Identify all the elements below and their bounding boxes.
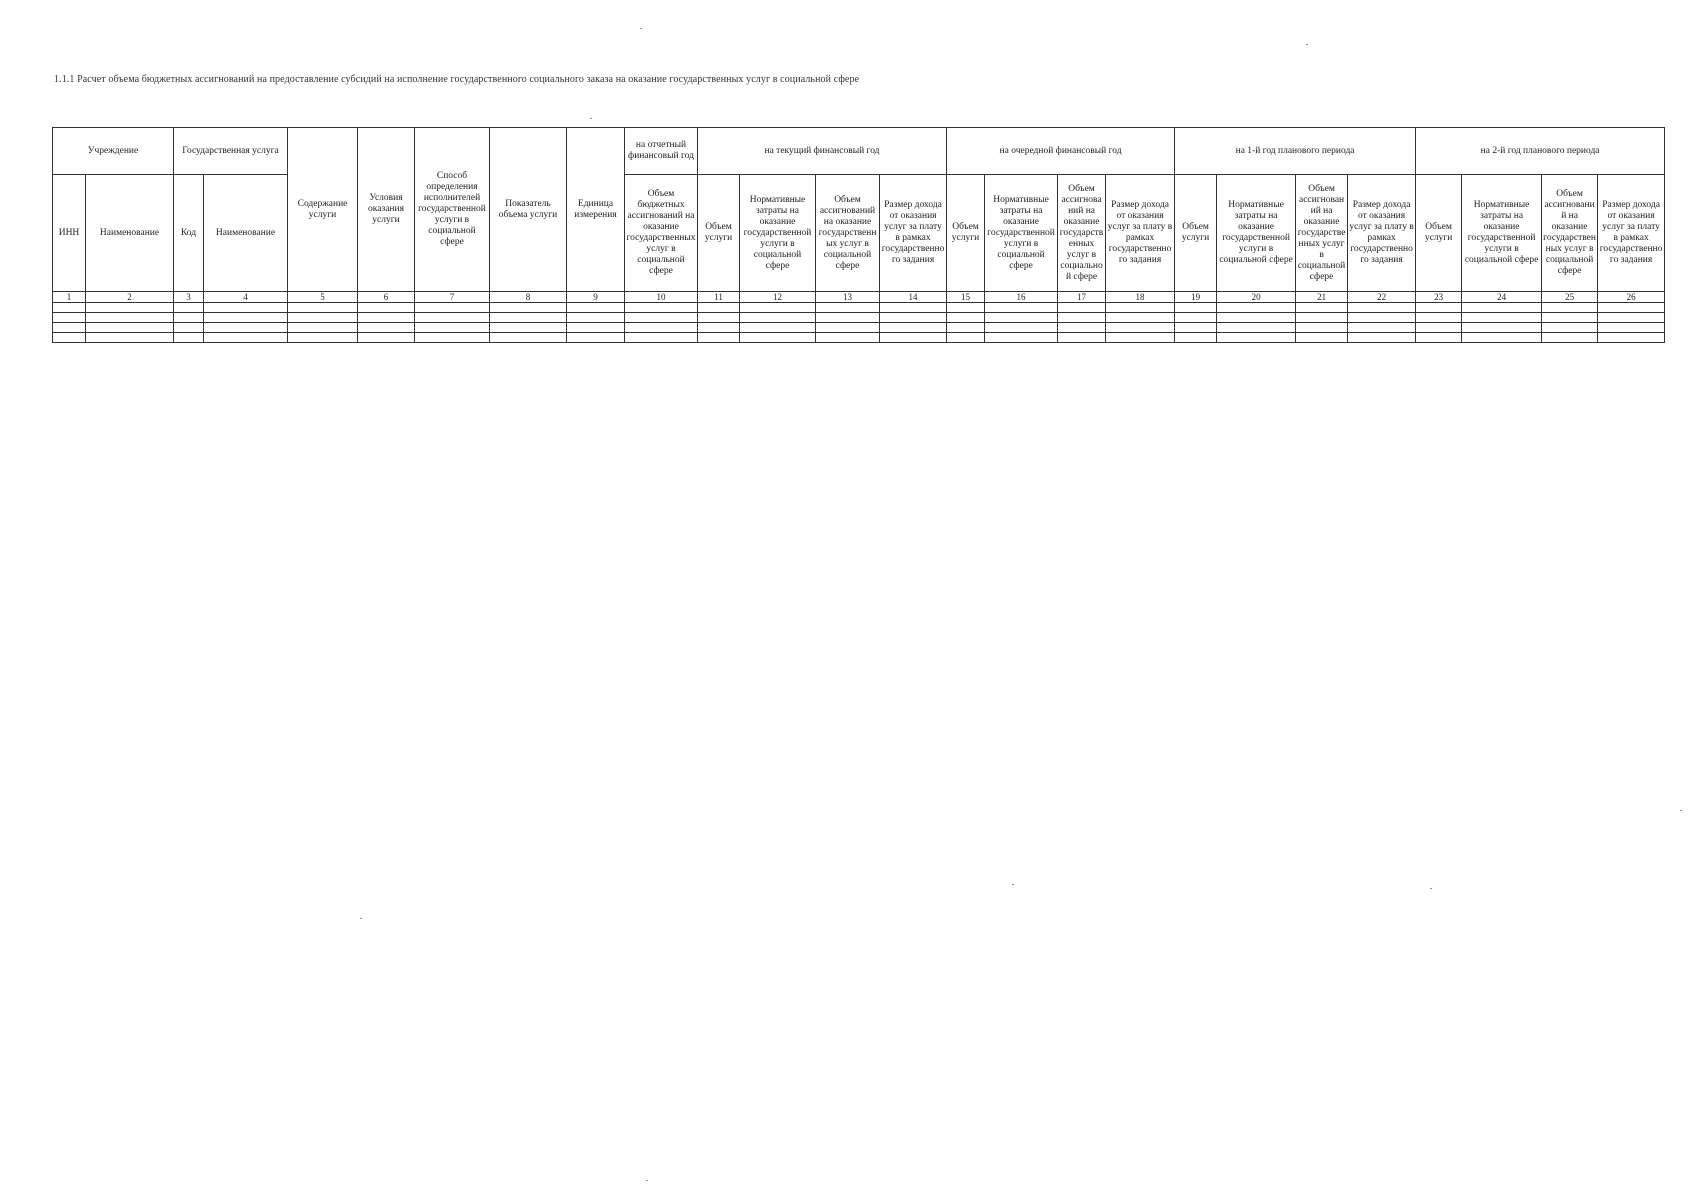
table-cell bbox=[698, 323, 740, 333]
header-conditions: Условия оказания услуги bbox=[358, 128, 415, 292]
column-number: 7 bbox=[415, 292, 490, 303]
header-fee-income: Размер дохода от оказания услуг за плату в рамках государственного задания bbox=[880, 175, 947, 292]
header-appropriations-volume: Объем ассигнований на оказание государственных услуг в социальной сфере bbox=[816, 175, 880, 292]
table-cell bbox=[1217, 313, 1296, 323]
table-cell bbox=[880, 313, 947, 323]
header-appropriations-volume: Объем ассигнований на оказание государственных услуг в социальной сфере bbox=[1542, 175, 1598, 292]
table-cell bbox=[1542, 313, 1598, 323]
header-normative-costs: Нормативные затраты на оказание государственной услуги в социальной сфере bbox=[1462, 175, 1542, 292]
header-row-groups bbox=[53, 128, 1665, 175]
table-cell bbox=[816, 323, 880, 333]
column-number: 4 bbox=[204, 292, 288, 303]
table-cell bbox=[1106, 323, 1175, 333]
table-cell bbox=[1542, 333, 1598, 343]
table-cell bbox=[86, 303, 174, 313]
table-cell bbox=[1106, 303, 1175, 313]
table-cell bbox=[86, 333, 174, 343]
column-number: 14 bbox=[880, 292, 947, 303]
table-row bbox=[53, 313, 1665, 323]
column-number: 15 bbox=[947, 292, 985, 303]
table-cell bbox=[415, 333, 490, 343]
header-plan-year-2: на 2-й год планового периода bbox=[1416, 128, 1665, 175]
table-cell bbox=[1348, 313, 1416, 323]
column-number: 23 bbox=[1416, 292, 1462, 303]
table-cell bbox=[1348, 303, 1416, 313]
table-cell bbox=[490, 333, 567, 343]
table-cell bbox=[625, 313, 698, 323]
header-reporting-year: на отчетный финансовый год bbox=[625, 128, 698, 175]
table-cell bbox=[1175, 303, 1217, 313]
table-row bbox=[53, 323, 1665, 333]
table-cell bbox=[1542, 303, 1598, 313]
table-cell bbox=[625, 323, 698, 333]
header-reporting-volume: Объем бюджетных ассигнований на оказание государственных услуг в социальной сфере bbox=[625, 175, 698, 292]
table-cell bbox=[1296, 313, 1348, 323]
column-number: 5 bbox=[288, 292, 358, 303]
table-cell bbox=[1058, 303, 1106, 313]
table-cell bbox=[53, 333, 86, 343]
header-appropriations-volume: Объем ассигнований на оказание государственных услуг в социальной сфере bbox=[1058, 175, 1106, 292]
table-cell bbox=[698, 313, 740, 323]
column-number: 8 bbox=[490, 292, 567, 303]
table-cell bbox=[1542, 323, 1598, 333]
table-cell bbox=[1058, 313, 1106, 323]
table-cell bbox=[288, 313, 358, 323]
table-cell bbox=[86, 323, 174, 333]
table-cell bbox=[358, 303, 415, 313]
table-cell bbox=[288, 333, 358, 343]
table-cell bbox=[1462, 323, 1542, 333]
table-cell bbox=[358, 313, 415, 323]
table-cell bbox=[204, 303, 288, 313]
header-current-year: на текущий финансовый год bbox=[698, 128, 947, 175]
table-cell bbox=[1462, 313, 1542, 323]
table-cell bbox=[567, 303, 625, 313]
table-cell bbox=[567, 333, 625, 343]
header-method: Способ определения исполнителей государственной услуги в социальной сфере bbox=[415, 128, 490, 292]
column-number: 2 bbox=[86, 292, 174, 303]
table-cell bbox=[1416, 323, 1462, 333]
column-number: 17 bbox=[1058, 292, 1106, 303]
table-cell bbox=[1598, 323, 1665, 333]
header-unit: Единица измерения bbox=[567, 128, 625, 292]
table-cell bbox=[1058, 323, 1106, 333]
table-cell bbox=[880, 333, 947, 343]
document-title: 1.1.1 Расчет объема бюджетных ассигнований на предоставление субсидий на исполнение государственного социального заказа на оказание государственных услуг в социальной сфере bbox=[54, 74, 860, 85]
table-cell bbox=[625, 333, 698, 343]
header-normative-costs: Нормативные затраты на оказание государственной услуги в социальной сфере bbox=[1217, 175, 1296, 292]
column-number: 11 bbox=[698, 292, 740, 303]
table-cell bbox=[1296, 323, 1348, 333]
table-cell bbox=[1348, 333, 1416, 343]
table-cell bbox=[698, 303, 740, 313]
table-cell bbox=[985, 313, 1058, 323]
table-cell bbox=[816, 313, 880, 323]
column-number: 26 bbox=[1598, 292, 1665, 303]
table-cell bbox=[174, 313, 204, 323]
table-cell bbox=[415, 323, 490, 333]
header-service-name: Наименование bbox=[204, 175, 288, 292]
column-number: 20 bbox=[1217, 292, 1296, 303]
header-institution: Учреждение bbox=[53, 128, 174, 175]
table-cell bbox=[985, 323, 1058, 333]
table-cell bbox=[1106, 313, 1175, 323]
table-cell bbox=[1058, 333, 1106, 343]
table-cell bbox=[880, 303, 947, 313]
table-cell bbox=[1416, 303, 1462, 313]
header-inn: ИНН bbox=[53, 175, 86, 292]
table-cell bbox=[358, 333, 415, 343]
table-cell bbox=[816, 333, 880, 343]
table-cell bbox=[288, 303, 358, 313]
table-cell bbox=[86, 313, 174, 323]
column-number: 19 bbox=[1175, 292, 1217, 303]
table-cell bbox=[947, 313, 985, 323]
table-cell bbox=[174, 323, 204, 333]
header-fee-income: Размер дохода от оказания услуг за плату в рамках государственного задания bbox=[1106, 175, 1175, 292]
table-cell bbox=[567, 313, 625, 323]
table-cell bbox=[567, 323, 625, 333]
appropriations-table bbox=[52, 127, 1665, 343]
table-row bbox=[53, 303, 1665, 313]
table-cell bbox=[816, 303, 880, 313]
table-cell bbox=[358, 323, 415, 333]
table-cell bbox=[53, 313, 86, 323]
table-cell bbox=[174, 333, 204, 343]
header-service-volume: Объем услуги bbox=[947, 175, 985, 292]
table-cell bbox=[740, 323, 816, 333]
table-cell bbox=[1598, 313, 1665, 323]
table-cell bbox=[1217, 323, 1296, 333]
table-cell bbox=[625, 303, 698, 313]
table-cell bbox=[985, 333, 1058, 343]
column-number: 16 bbox=[985, 292, 1058, 303]
column-number: 3 bbox=[174, 292, 204, 303]
table-cell bbox=[1348, 323, 1416, 333]
table-cell bbox=[288, 323, 358, 333]
header-volume-indicator: Показатель объема услуги bbox=[490, 128, 567, 292]
table-row bbox=[53, 333, 1665, 343]
header-normative-costs: Нормативные затраты на оказание государственной услуги в социальной сфере bbox=[740, 175, 816, 292]
table-cell bbox=[1217, 333, 1296, 343]
column-number: 13 bbox=[816, 292, 880, 303]
table-cell bbox=[204, 323, 288, 333]
table-cell bbox=[415, 313, 490, 323]
table-cell bbox=[1175, 323, 1217, 333]
table-cell bbox=[204, 313, 288, 323]
table-cell bbox=[947, 323, 985, 333]
table-cell bbox=[53, 303, 86, 313]
header-institution-name: Наименование bbox=[86, 175, 174, 292]
column-number: 1 bbox=[53, 292, 86, 303]
header-service-volume: Объем услуги bbox=[1416, 175, 1462, 292]
table-cell bbox=[415, 303, 490, 313]
header-fee-income: Размер дохода от оказания услуг за плату в рамках государственного задания bbox=[1348, 175, 1416, 292]
table-cell bbox=[1175, 313, 1217, 323]
table-cell bbox=[53, 323, 86, 333]
table-cell bbox=[1296, 303, 1348, 313]
table-cell bbox=[947, 333, 985, 343]
table-cell bbox=[174, 303, 204, 313]
column-number: 6 bbox=[358, 292, 415, 303]
header-content: Содержание услуги bbox=[288, 128, 358, 292]
header-next-year: на очередной финансовый год bbox=[947, 128, 1175, 175]
header-service-volume: Объем услуги bbox=[1175, 175, 1217, 292]
table-cell bbox=[490, 313, 567, 323]
table-cell bbox=[1462, 333, 1542, 343]
table-cell bbox=[490, 323, 567, 333]
column-number: 10 bbox=[625, 292, 698, 303]
table-cell bbox=[1416, 313, 1462, 323]
table-cell bbox=[1598, 303, 1665, 313]
table-cell bbox=[880, 323, 947, 333]
table-cell bbox=[985, 303, 1058, 313]
table-cell bbox=[740, 303, 816, 313]
table-cell bbox=[490, 303, 567, 313]
table-cell bbox=[1462, 303, 1542, 313]
table-cell bbox=[1598, 333, 1665, 343]
header-service-volume: Объем услуги bbox=[698, 175, 740, 292]
column-number-row bbox=[53, 292, 1665, 303]
header-gov-service: Государственная услуга bbox=[174, 128, 288, 175]
column-number: 12 bbox=[740, 292, 816, 303]
table-cell bbox=[1296, 333, 1348, 343]
table-cell bbox=[1106, 333, 1175, 343]
table-cell bbox=[740, 333, 816, 343]
table-cell bbox=[1217, 303, 1296, 313]
header-appropriations-volume: Объем ассигнований на оказание государственных услуг в социальной сфере bbox=[1296, 175, 1348, 292]
table-cell bbox=[1175, 333, 1217, 343]
table-cell bbox=[204, 333, 288, 343]
column-number: 22 bbox=[1348, 292, 1416, 303]
table-cell bbox=[947, 303, 985, 313]
header-fee-income: Размер дохода от оказания услуг за плату в рамках государственного задания bbox=[1598, 175, 1665, 292]
table-cell bbox=[740, 313, 816, 323]
table-cell bbox=[698, 333, 740, 343]
header-normative-costs: Нормативные затраты на оказание государственной услуги в социальной сфере bbox=[985, 175, 1058, 292]
column-number: 25 bbox=[1542, 292, 1598, 303]
table-cell bbox=[1416, 333, 1462, 343]
header-plan-year-1: на 1-й год планового периода bbox=[1175, 128, 1416, 175]
header-code: Код bbox=[174, 175, 204, 292]
column-number: 9 bbox=[567, 292, 625, 303]
column-number: 18 bbox=[1106, 292, 1175, 303]
column-number: 21 bbox=[1296, 292, 1348, 303]
column-number: 24 bbox=[1462, 292, 1542, 303]
